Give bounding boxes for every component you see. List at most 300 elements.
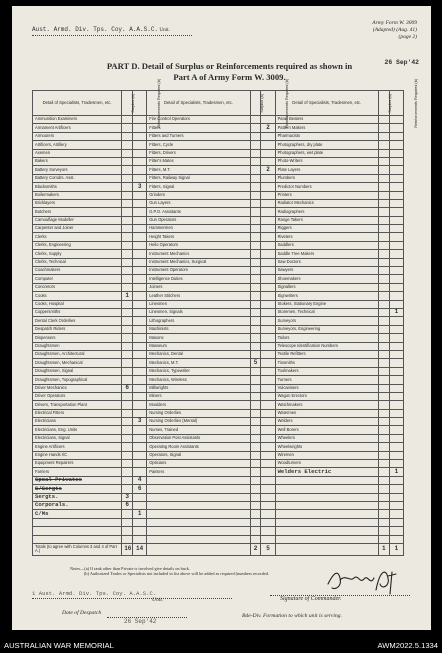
reinforcement-value (133, 283, 147, 291)
reinforcement-value (389, 350, 403, 358)
reinforcement-value (133, 501, 147, 509)
surplus-value (122, 250, 133, 258)
specialist-name: Surveyors (275, 317, 378, 325)
surplus-value (122, 241, 133, 249)
reinforcement-value (389, 359, 403, 367)
col-header-reinforcements: Reinforcements Required (b) (389, 91, 403, 116)
reinforcement-value (389, 300, 403, 308)
unit-suffix: Unit. (159, 27, 170, 33)
specialist-name: Tinsmiths (275, 359, 378, 367)
specialist-name: Bricklayers (33, 199, 122, 207)
specialist-name: Gun Layers (147, 199, 250, 207)
table-row (33, 493, 404, 501)
surplus-value (250, 183, 261, 191)
surplus-value (250, 300, 261, 308)
reinforcement-value (389, 485, 403, 493)
surplus-value (122, 426, 133, 434)
surplus-value (122, 518, 133, 526)
unit-typed: Aust. Armd. Div. Tps. Coy. A.A.S.C. (32, 26, 159, 33)
specialist-name: Fitters, Cycle (147, 141, 250, 149)
surplus-value (250, 216, 261, 224)
surplus-value (250, 384, 261, 392)
specialist-name: Engine Hands I/C (33, 451, 122, 459)
reinforcement-value (133, 460, 147, 468)
surplus-value (378, 208, 389, 216)
surplus-value (250, 283, 261, 291)
specialist-name: Electricians, Signal (33, 434, 122, 442)
specialist-name: Linesmen, Signals (147, 308, 250, 316)
reinforcement-value (389, 434, 403, 442)
specialist-name: Predictor Numbers (275, 183, 378, 191)
reinforcement-value (133, 367, 147, 375)
reinforcement-value (389, 418, 403, 426)
totals-c2-surplus: 2 (250, 543, 261, 555)
totals-c2-reinforcements: 5 (261, 543, 275, 555)
specialist-name: Wheelwrights (275, 443, 378, 451)
table-row (33, 468, 404, 476)
specialist-name: Concretors (33, 283, 122, 291)
surplus-value (122, 132, 133, 140)
specialist-name: Signwriters (275, 292, 378, 300)
specialist-name: Pattern Makers (275, 124, 378, 132)
surplus-value: 6 (122, 384, 133, 392)
reinforcement-value: 1 (389, 308, 403, 316)
table-row (33, 225, 404, 233)
specialist-name: Shoemakers (275, 275, 378, 283)
title-line-2: Part A of Army Form W. 3009. (173, 72, 286, 82)
reinforcement-value (261, 376, 275, 384)
table-row (33, 149, 404, 157)
specialist-name: Masseurs (147, 342, 250, 350)
surplus-value (378, 493, 389, 501)
surplus-value (250, 317, 261, 325)
reinforcement-value (261, 174, 275, 182)
reinforcement-value (261, 267, 275, 275)
specialist-name: Clerks, Supply (33, 250, 122, 258)
table-row (33, 460, 404, 468)
reinforcement-value (389, 367, 403, 375)
surplus-value (122, 350, 133, 358)
surplus-value (250, 376, 261, 384)
reinforcement-value (261, 308, 275, 316)
surplus-value (378, 199, 389, 207)
surplus-value (122, 476, 133, 484)
surplus-value (250, 334, 261, 342)
specialist-name: Electricians, Eng. Units (33, 426, 122, 434)
surplus-value (378, 275, 389, 283)
surplus-value (250, 325, 261, 333)
reinforcement-value (261, 535, 275, 543)
surplus-value (378, 216, 389, 224)
table-row (33, 308, 404, 316)
specialist-name: Fitters and Turners (147, 132, 250, 140)
surplus-value: 5 (250, 359, 261, 367)
surplus-value (122, 141, 133, 149)
table-row (33, 501, 404, 509)
surplus-value: 6 (122, 501, 133, 509)
specialist-name: Battery Surveyors (33, 166, 122, 174)
specialist-name: Butchers (33, 208, 122, 216)
surplus-value (378, 409, 389, 417)
reinforcement-value (133, 300, 147, 308)
surplus-value (378, 518, 389, 526)
specialist-name: Opticians (147, 460, 250, 468)
surplus-value (378, 485, 389, 493)
archive-name: AUSTRALIAN WAR MEMORIAL (4, 641, 114, 650)
note-b: (b) Authorized Trades or Specialists not included in list above will be added as required (numbers recorded. (84, 571, 270, 577)
form-ref-line: (page 2) (398, 34, 417, 40)
reinforcement-value: 6 (133, 485, 147, 493)
reinforcement-value (389, 225, 403, 233)
surplus-value (250, 418, 261, 426)
note-a: Notes—(a) If rank other than Private is involved give details on back. (70, 566, 190, 571)
surplus-value (122, 258, 133, 266)
surplus-value (122, 317, 133, 325)
reinforcement-value (389, 325, 403, 333)
specialist-name: G.P.O. Assistants (147, 208, 250, 216)
specialist-name: Ammunition Examiners (33, 116, 122, 124)
specialist-name: Photographers, wet plate (275, 149, 378, 157)
specialist-name: Axemen (33, 149, 122, 157)
specialist-name: Telescope Identification Numbers (275, 342, 378, 350)
reinforcement-value (261, 426, 275, 434)
surplus-value (378, 510, 389, 518)
surplus-value (122, 191, 133, 199)
totals-c3-reinforcements: 1 (389, 543, 403, 555)
table-row (33, 157, 404, 165)
reinforcement-value (133, 258, 147, 266)
surplus-value (122, 267, 133, 275)
reinforcement-value (261, 325, 275, 333)
reinforcement-value (133, 166, 147, 174)
reinforcement-value (389, 124, 403, 132)
table-row (33, 384, 404, 392)
surplus-value (122, 275, 133, 283)
despatch-date: 26 Sep'42 (124, 618, 157, 625)
surplus-value (250, 292, 261, 300)
surplus-value (378, 132, 389, 140)
reinforcement-value (389, 476, 403, 484)
surplus-value (250, 367, 261, 375)
reinforcement-value (389, 384, 403, 392)
table-row (33, 275, 404, 283)
specialist-name: Nursing Orderlies (Mental) (147, 418, 250, 426)
totals-c1-surplus: 16 (122, 543, 133, 555)
reinforcement-value (261, 216, 275, 224)
specialist-name: Fire Control Operators (147, 116, 250, 124)
specialist-name: Computer (33, 275, 122, 283)
reinforcement-value (261, 434, 275, 442)
reinforcement-value (261, 418, 275, 426)
reinforcement-value (133, 116, 147, 124)
specialist-name: Grinders (147, 191, 250, 199)
despatch-label: Date of Despatch (62, 610, 102, 616)
surplus-value (378, 334, 389, 342)
surplus-value (378, 141, 389, 149)
reinforcement-value (133, 493, 147, 501)
reinforcement-value (261, 501, 275, 509)
surplus-value (378, 292, 389, 300)
surplus-value (250, 141, 261, 149)
reinforcement-value (133, 342, 147, 350)
reinforcement-value (389, 166, 403, 174)
table-row (33, 409, 404, 417)
surplus-value (122, 451, 133, 459)
reinforcement-value (389, 241, 403, 249)
specialist-name: Mechanics, M.T. (147, 359, 250, 367)
reinforcement-value (133, 141, 147, 149)
reinforcement-value (261, 451, 275, 459)
reinforcement-value (261, 141, 275, 149)
surplus-value (250, 233, 261, 241)
surplus-value (378, 392, 389, 400)
specialist-name: Height Takers (147, 233, 250, 241)
specialist-name: Instrument Operators (147, 267, 250, 275)
reinforcement-value (389, 535, 403, 543)
table-row (33, 367, 404, 375)
specialist-name: Welders Electric (275, 468, 378, 476)
specialist-name: Blacksmiths (33, 183, 122, 191)
table-row (33, 300, 404, 308)
surplus-value (250, 460, 261, 468)
reinforcement-value (133, 392, 147, 400)
specialist-name: Lithographers (147, 317, 250, 325)
col-header-detail: Detail of Specialists, Tradesmen, etc. (33, 91, 122, 116)
surplus-value (378, 250, 389, 258)
specialist-name: Riveters (275, 233, 378, 241)
specialist-name: Drivers, Transportation Plant (33, 401, 122, 409)
surplus-value (250, 527, 261, 535)
specialist-name: Wiremen (275, 451, 378, 459)
specialist-name: Equipment Repairers (33, 460, 122, 468)
specialist-name: Millwrights (147, 384, 250, 392)
table-row (33, 233, 404, 241)
specialist-name: Sergts. (33, 493, 122, 501)
unit-line (32, 26, 170, 33)
table-row (33, 510, 404, 518)
col-header-detail: Detail of Specialists, Tradesmen, etc. (275, 91, 378, 116)
reinforcement-value (389, 376, 403, 384)
specialist-name: Helio Operators (147, 241, 250, 249)
reinforcement-value (133, 149, 147, 157)
specialist-name: Miners (147, 392, 250, 400)
surplus-value (250, 392, 261, 400)
specialist-name: Sawyers (275, 267, 378, 275)
reinforcement-value (261, 367, 275, 375)
specialist-name: Painters (147, 468, 250, 476)
reinforcement-value (389, 250, 403, 258)
reinforcement-value (261, 258, 275, 266)
surplus-value (122, 183, 133, 191)
surplus-value (378, 157, 389, 165)
reinforcement-value (133, 527, 147, 535)
table-row (33, 426, 404, 434)
surplus-value (250, 493, 261, 501)
surplus-value (378, 451, 389, 459)
table-row (33, 451, 404, 459)
form-sheet (12, 6, 431, 630)
signature-label: Signature of Commander. (280, 596, 342, 602)
surplus-value (122, 510, 133, 518)
specialist-name: Cooks (33, 292, 122, 300)
reinforcement-value (389, 518, 403, 526)
reinforcement-value (133, 250, 147, 258)
surplus-value (378, 350, 389, 358)
surplus-value (378, 225, 389, 233)
reinforcement-value (261, 409, 275, 417)
surplus-value (378, 124, 389, 132)
specialist-name: C/Ms (33, 510, 122, 518)
specialist-name: Radiographers (275, 208, 378, 216)
specialist-name (275, 527, 378, 535)
reinforcement-value (389, 258, 403, 266)
table-row (33, 241, 404, 249)
reinforcement-value (261, 157, 275, 165)
archive-id: AWM2022.5.1334 (377, 641, 438, 650)
surplus-value: 3 (122, 493, 133, 501)
table-row (33, 376, 404, 384)
reinforcement-value: 1 (389, 468, 403, 476)
table-row (33, 132, 404, 140)
specialist-name: S/Sergts (33, 485, 122, 493)
table-row (33, 535, 404, 543)
surplus-value (378, 267, 389, 275)
surplus-value (378, 258, 389, 266)
surplus-value (378, 418, 389, 426)
surplus-value (250, 225, 261, 233)
reinforcement-value (261, 183, 275, 191)
table-row (33, 350, 404, 358)
surplus-value (250, 132, 261, 140)
reinforcement-value: 1 (133, 510, 147, 518)
reinforcement-value (261, 317, 275, 325)
surplus-value (378, 191, 389, 199)
reinforcement-value (133, 535, 147, 543)
table-row (33, 174, 404, 182)
surplus-value (250, 434, 261, 442)
surplus-value (378, 317, 389, 325)
reinforcement-value (389, 292, 403, 300)
specialist-name: Operating Room Assistants (147, 443, 250, 451)
reinforcement-value (133, 317, 147, 325)
reinforcement-value (389, 392, 403, 400)
surplus-value (250, 267, 261, 275)
specialist-name (147, 510, 250, 518)
surplus-value (250, 191, 261, 199)
reinforcement-value (261, 132, 275, 140)
surplus-value (378, 174, 389, 182)
reinforcement-value (133, 350, 147, 358)
surplus-value (122, 199, 133, 207)
reinforcement-value (261, 208, 275, 216)
table-row (33, 434, 404, 442)
specialist-name: Nursing Orderlies (147, 409, 250, 417)
reinforcement-value (133, 292, 147, 300)
reinforcement-value (261, 384, 275, 392)
table-row (33, 183, 404, 191)
reinforcement-value (261, 401, 275, 409)
surplus-value (378, 359, 389, 367)
specialist-name: Moulders (147, 401, 250, 409)
reinforcement-value (389, 116, 403, 124)
bde-label: Bde-Div. Formation to which unit is serving. (242, 613, 342, 619)
reinforcement-value (261, 116, 275, 124)
surplus-value (378, 468, 389, 476)
surplus-value (378, 535, 389, 543)
table-row (33, 485, 404, 493)
reinforcement-value: 3 (133, 418, 147, 426)
specialist-name: Draughtsmen, Architectural (33, 350, 122, 358)
reinforcement-value (389, 342, 403, 350)
reinforcement-value (261, 199, 275, 207)
surplus-value (122, 308, 133, 316)
unit-typed-footer: 1 Aust. Armd. Div. Tps. Coy. A.A.S.C. (32, 590, 157, 597)
specialist-name: Signallers (275, 283, 378, 291)
surplus-value (250, 275, 261, 283)
specialist-name: Corporals. (33, 501, 122, 509)
specialist-name: Operators, Signal (147, 451, 250, 459)
table-row (33, 216, 404, 224)
surplus-value (378, 376, 389, 384)
reinforcement-value (261, 350, 275, 358)
surplus-value (122, 208, 133, 216)
specialist-name (275, 476, 378, 484)
table-row (33, 124, 404, 132)
specialist-name: Driver Mechanics (33, 384, 122, 392)
surplus-value (250, 535, 261, 543)
table-row (33, 166, 404, 174)
table-row (33, 317, 404, 325)
reinforcement-value (261, 275, 275, 283)
form-ref-line: Army Form W. 3009 (372, 20, 417, 26)
specialist-name: Engine Artificers (33, 443, 122, 451)
surplus-value (122, 325, 133, 333)
reinforcement-value (133, 174, 147, 182)
specialist-name: Draughtsmen, Mechanical (33, 359, 122, 367)
reinforcement-value (261, 443, 275, 451)
col-header-reinforcements: Reinforcements Required (b) (261, 91, 275, 116)
reinforcement-value (133, 199, 147, 207)
surplus-value (122, 233, 133, 241)
surplus-value (122, 535, 133, 543)
reinforcement-value (261, 476, 275, 484)
specialist-name: Welders (275, 418, 378, 426)
specialist-name: Fitters, Drivers (147, 149, 250, 157)
specialist-name: Coppersmiths (33, 308, 122, 316)
table-row (33, 141, 404, 149)
specialist-name: Radiator Mechanics (275, 199, 378, 207)
specialist-name: Machinists (147, 325, 250, 333)
reinforcement-value (133, 241, 147, 249)
surplus-value (250, 258, 261, 266)
specialist-name (275, 518, 378, 526)
specialist-name: Saddle Tree Makers (275, 250, 378, 258)
reinforcement-value (133, 334, 147, 342)
reinforcement-value (133, 518, 147, 526)
surplus-value (122, 409, 133, 417)
specialist-name: Plumbers (275, 174, 378, 182)
specialist-name: Dispensers (33, 334, 122, 342)
surplus-value (378, 149, 389, 157)
reinforcement-value (133, 401, 147, 409)
surplus-value (250, 409, 261, 417)
reinforcement-value (389, 426, 403, 434)
surplus-value (250, 124, 261, 132)
table-row (33, 392, 404, 400)
reinforcement-value (261, 510, 275, 518)
specialist-name: Watchmakers (275, 401, 378, 409)
table-header-row (33, 91, 404, 116)
